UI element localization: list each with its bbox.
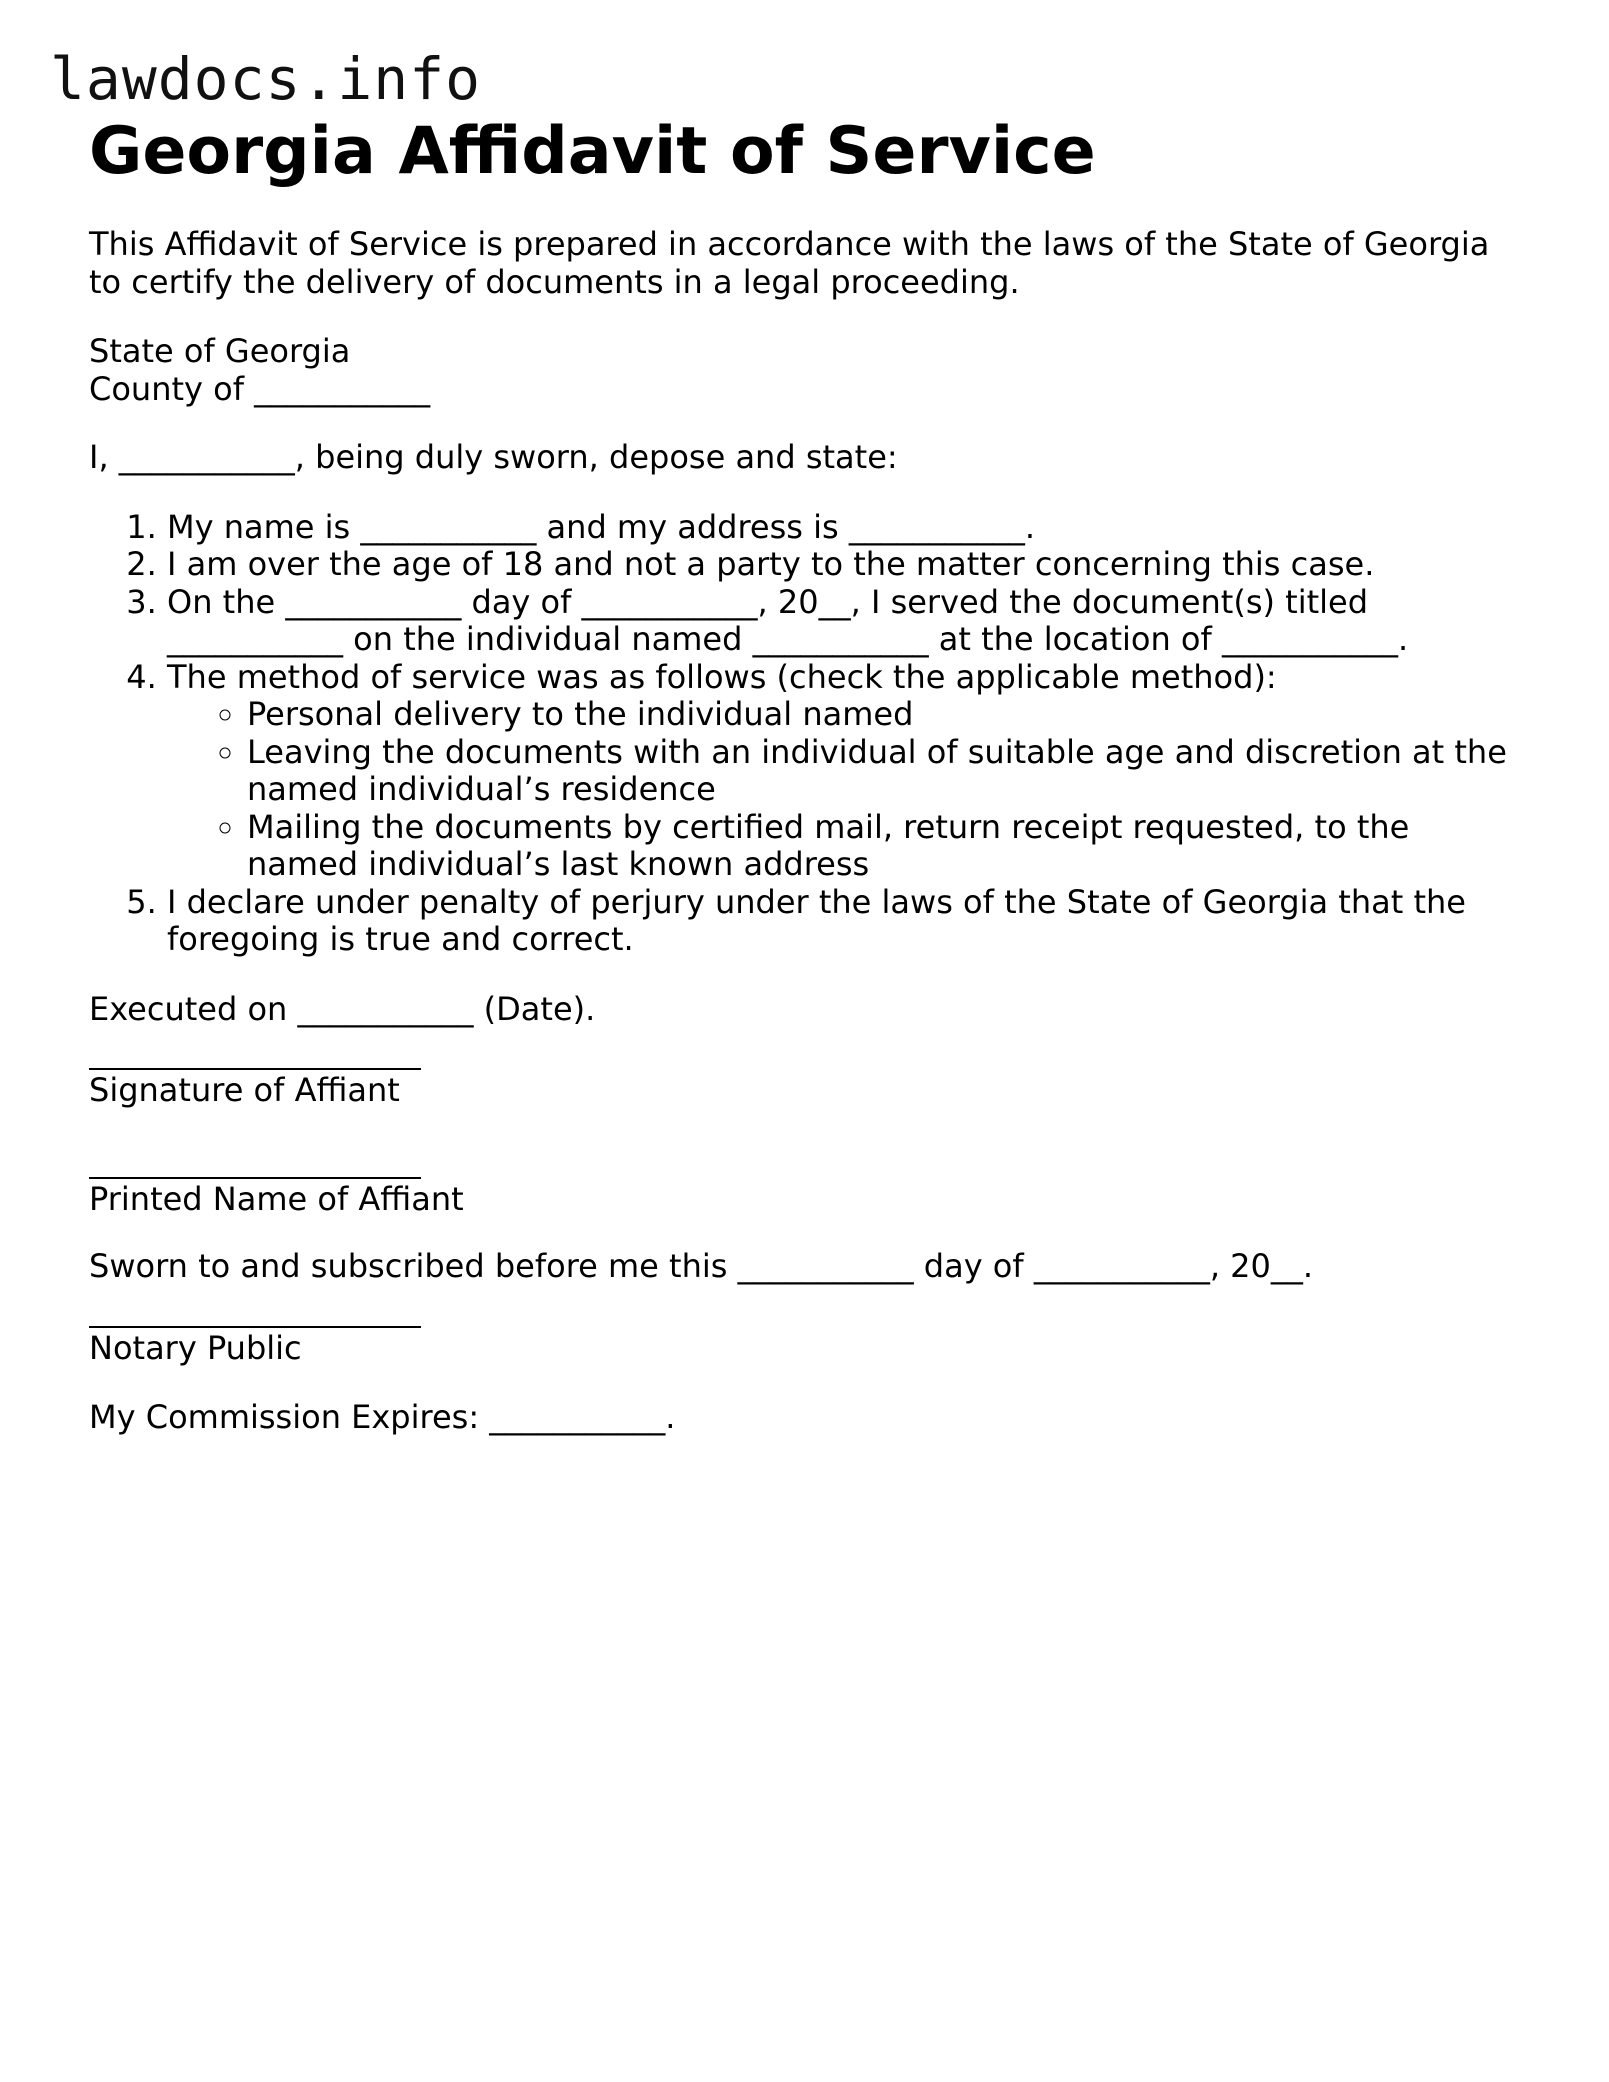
notary-block — [89, 1326, 1529, 1368]
notary-label: Notary Public — [89, 1328, 302, 1367]
signature-label: Signature of Affiant — [89, 1071, 400, 1109]
document-body — [89, 112, 1529, 1437]
notary-signature-line — [89, 1326, 421, 1328]
list-item: 5. I declare under penalty of perjury under the laws of the State of Georgia that the foregoing is true and correct. — [167, 884, 1529, 959]
commission-line: My Commission Expires: ___________. — [89, 1398, 676, 1436]
affiant-signature-block — [89, 1068, 1529, 1110]
venue-state: State of Georgia — [89, 332, 351, 370]
method-option: ◦ Leaving the documents with an individual of suitable age and discretion at the named individual’s residence — [247, 734, 1529, 809]
printed-name-block — [89, 1177, 1529, 1219]
list-item: 2. I am over the age of 18 and not a party to the matter concerning this case. — [167, 546, 1529, 584]
method-option: ◦ Mailing the documents by certified mail, return receipt requested, to the named individual’s last known address — [247, 809, 1529, 884]
printed-name-label: Printed Name of Affiant — [89, 1179, 464, 1218]
venue-county: County of ___________ — [89, 369, 431, 408]
declaration-line: I, ___________, being duly sworn, depose and state: — [89, 438, 898, 476]
method-options — [167, 696, 1529, 884]
method-option: ◦ Personal delivery to the individual named — [247, 696, 1529, 734]
intro-paragraph: This Affidavit of Service is prepared in accordance with the laws of the State of Georgia to certify the delivery of documents in a legal proceeding. — [89, 225, 1490, 301]
method-intro: The method of service was as follows (check the applicable method): — [167, 657, 1277, 696]
executed-line: Executed on ___________ (Date). — [89, 989, 596, 1028]
venue-block — [89, 333, 1529, 408]
statement-list — [89, 509, 1529, 959]
site-watermark: lawdocs.info — [50, 45, 482, 113]
list-item — [167, 659, 1529, 884]
document-title: Georgia Affidavit of Service — [89, 114, 1096, 189]
list-item: 1. My name is ___________ and my address is ___________. — [167, 509, 1529, 547]
signature-line — [89, 1068, 421, 1070]
list-item: 3. On the ___________ day of ___________, 20__, I served the document(s) titled ___________ on the individual named ___________ at the location of ___________. — [167, 584, 1529, 659]
printed-name-line — [89, 1177, 421, 1179]
sworn-line: Sworn to and subscribed before me this ___________ day of ___________, 20__. — [89, 1247, 1314, 1285]
